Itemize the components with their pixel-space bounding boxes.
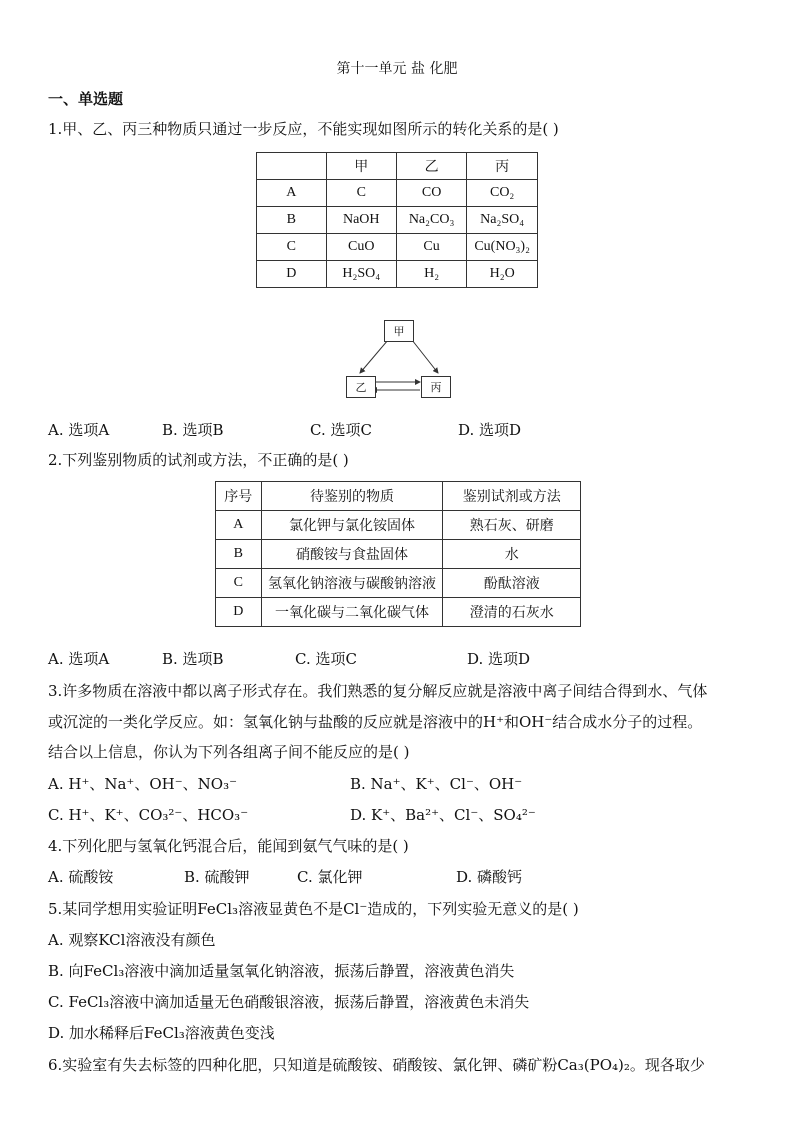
- q1-cell: CO: [396, 180, 466, 207]
- q2-cell: A: [216, 511, 262, 540]
- q3-option-a[interactable]: A. H⁺、Na⁺、OH⁻、NO₃⁻: [48, 775, 238, 793]
- q2-option-a[interactable]: A. 选项A: [48, 650, 110, 668]
- q1-stem: 1.甲、乙、丙三种物质只通过一步反应，不能实现如图所示的转化关系的是( ): [48, 120, 559, 138]
- q2-option-d[interactable]: D. 选项D: [467, 650, 531, 668]
- arrow-jia-yi: [360, 340, 388, 373]
- q2-cell: D: [216, 598, 262, 627]
- q1-cell: B: [257, 207, 327, 234]
- q5-option-b[interactable]: B. 向FeCl₃溶液中滴加适量氢氧化钠溶液，振荡后静置，溶液黄色消失: [48, 962, 515, 980]
- q1-option-b[interactable]: B. 选项B: [162, 421, 224, 439]
- q4-option-d[interactable]: D. 磷酸钙: [456, 868, 523, 886]
- q1-cell: H₂: [396, 261, 466, 288]
- q1-header-cell: [257, 153, 327, 180]
- q1-cell: NaOH: [326, 207, 396, 234]
- q2-table: [215, 481, 581, 627]
- q1-cell: Na₂SO₄: [467, 207, 538, 234]
- q1-cell: D: [257, 261, 327, 288]
- q2-header-cell: 序号: [216, 482, 262, 511]
- q5-option-a[interactable]: A. 观察KCl溶液没有颜色: [48, 931, 216, 949]
- q2-cell: C: [216, 569, 262, 598]
- q2-cell: 澄清的石灰水: [443, 598, 581, 627]
- q4-option-b[interactable]: B. 硫酸钾: [184, 868, 250, 886]
- q2-cell: B: [216, 540, 262, 569]
- q4-option-a[interactable]: A. 硫酸铵: [48, 868, 114, 886]
- q1-cell: Na₂CO₃: [396, 207, 466, 234]
- q3-option-d[interactable]: D. K⁺、Ba²⁺、Cl⁻、SO₄²⁻: [350, 806, 536, 824]
- q2-header-cell: 待鉴别的物质: [261, 482, 443, 511]
- q2-cell: 硝酸铵与食盐固体: [261, 540, 443, 569]
- q1-option-c[interactable]: C. 选项C: [310, 421, 372, 439]
- q1-cell: Cu: [396, 234, 466, 261]
- q3-option-c[interactable]: C. H⁺、K⁺、CO₃²⁻、HCO₃⁻: [48, 806, 249, 824]
- q3-option-b[interactable]: B. Na⁺、K⁺、Cl⁻、OH⁻: [350, 775, 523, 793]
- q1-header-cell: 甲: [326, 153, 396, 180]
- q3-line-3: 结合以上信息，你认为下列各组离子间不能反应的是( ): [48, 743, 410, 761]
- q3-line-2: 或沉淀的一类化学反应。如：氢氧化钠与盐酸的反应就是溶液中的H⁺和OH⁻结合成水分子的过程。: [48, 713, 703, 731]
- q1-cell: H₂SO₄: [326, 261, 396, 288]
- q2-cell: 一氧化碳与二氧化碳气体: [261, 598, 443, 627]
- q1-option-a[interactable]: A. 选项A: [48, 421, 110, 439]
- q5-option-c[interactable]: C. FeCl₃溶液中滴加适量无色硝酸银溶液，振荡后静置，溶液黄色未消失: [48, 993, 530, 1011]
- q5-stem: 5.某同学想用实验证明FeCl₃溶液显黄色不是Cl⁻造成的，下列实验无意义的是( ): [48, 900, 579, 918]
- q6-stem: 6.实验室有失去标签的四种化肥，只知道是硫酸铵、硝酸铵、氯化钾、磷矿粉Ca₃(PO₄)₂。现各取少: [48, 1056, 705, 1074]
- q1-header-cell: 丙: [467, 153, 538, 180]
- arrow-jia-bing: [412, 340, 438, 373]
- q2-stem: 2.下列鉴别物质的试剂或方法，不正确的是( ): [48, 451, 349, 469]
- q1-cell: C: [257, 234, 327, 261]
- q1-cell: CuO: [326, 234, 396, 261]
- q1-cell: Cu(NO₃)₂: [467, 234, 538, 261]
- q5-option-d[interactable]: D. 加水稀释后FeCl₃溶液黄色变浅: [48, 1024, 275, 1042]
- q4-stem: 4.下列化肥与氢氧化钙混合后，能闻到氨气气味的是( ): [48, 837, 409, 855]
- diagram-node-bing: 丙: [421, 376, 451, 398]
- q2-cell: 酚酞溶液: [443, 569, 581, 598]
- q1-option-d[interactable]: D. 选项D: [458, 421, 522, 439]
- q1-cell: A: [257, 180, 327, 207]
- q2-option-b[interactable]: B. 选项B: [162, 650, 224, 668]
- q1-cell: C: [326, 180, 396, 207]
- q1-table: [256, 152, 538, 288]
- q4-option-c[interactable]: C. 氯化钾: [297, 868, 363, 886]
- page-title: 第十一单元 盐 化肥: [336, 61, 458, 77]
- q2-header-cell: 鉴别试剂或方法: [443, 482, 581, 511]
- q2-cell: 氢氧化钠溶液与碳酸钠溶液: [261, 569, 443, 598]
- section-heading: 一、单选题: [48, 90, 124, 108]
- q2-cell: 水: [443, 540, 581, 569]
- diagram-node-jia: 甲: [384, 320, 414, 342]
- q2-option-c[interactable]: C. 选项C: [295, 650, 357, 668]
- q3-line-1: 3.许多物质在溶液中都以离子形式存在。我们熟悉的复分解反应就是溶液中离子间结合得到水、气体: [48, 682, 708, 700]
- q1-cell: H₂O: [467, 261, 538, 288]
- q2-cell: 氯化钾与氯化铵固体: [261, 511, 443, 540]
- q1-cell: CO₂: [467, 180, 538, 207]
- q1-header-cell: 乙: [396, 153, 466, 180]
- diagram-node-yi: 乙: [346, 376, 376, 398]
- q2-cell: 熟石灰、研磨: [443, 511, 581, 540]
